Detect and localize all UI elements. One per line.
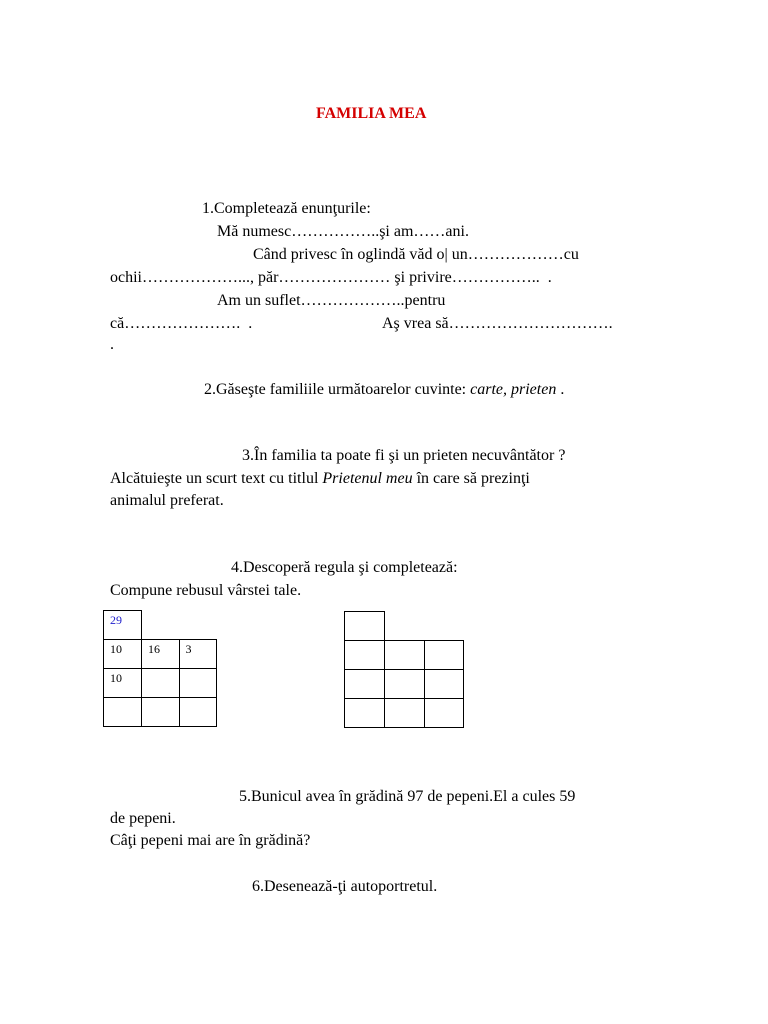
q1-line-2: Când privesc în oglindă văd o| un………………cu <box>253 246 579 263</box>
q4-line-1: 4.Descoperă regula şi completează: <box>231 559 458 576</box>
q6-line-1: 6.Desenează-ţi autoportretul. <box>252 878 438 895</box>
q3-line-2 <box>110 469 530 489</box>
q1-line-5b: Aş vrea să…………………………. <box>382 315 613 332</box>
grid-cell: 16 <box>142 640 180 669</box>
q1-line-1: Mă numesc……………..şi am……ani. <box>217 223 469 240</box>
rebus-grid-example <box>103 610 217 727</box>
grid-cell <box>385 699 425 728</box>
q1-line-4: Am un suflet………………..pentru <box>217 292 446 309</box>
q2-text <box>204 380 564 400</box>
grid-cell <box>142 698 180 727</box>
q3-line-1: 3.În familia ta poate fi şi un prieten necuvântător ? <box>242 447 566 464</box>
q5-line-2: de pepeni. <box>110 810 176 827</box>
grid-cell: 10 <box>104 669 142 698</box>
grid-cell <box>345 612 385 641</box>
q1-line-5a: că…………………. . <box>110 315 253 332</box>
grid-cell <box>345 699 385 728</box>
grid-cell <box>385 670 425 699</box>
q1-line-3: ochii………………..., păr………………… şi privire…………….. . <box>110 269 552 286</box>
grid-cell <box>179 669 216 698</box>
grid-cell <box>424 641 463 670</box>
grid-cell <box>424 670 463 699</box>
q2-prefix: 2.Găseşte familiile următoarelor cuvinte: <box>204 381 471 398</box>
q3-line-2-prefix: Alcătuieşte un scurt text cu titlul <box>110 470 323 487</box>
q3-line-2-suffix: în care să prezinţi <box>412 470 530 487</box>
q5-line-3: Câţi pepeni mai are în grădină? <box>110 832 311 849</box>
q4-line-2: Compune rebusul vârstei tale. <box>110 582 302 599</box>
grid-cell-top: 29 <box>104 611 142 640</box>
q1-heading: 1.Completează enunţurile: <box>202 200 371 217</box>
grid-cell <box>385 641 425 670</box>
q1-line-6: . <box>110 336 114 353</box>
grid-cell <box>104 698 142 727</box>
grid-cell: 10 <box>104 640 142 669</box>
grid-cell: 3 <box>179 640 216 669</box>
grid-cell <box>345 670 385 699</box>
q2-words: carte, prieten <box>470 381 557 398</box>
rebus-grid-empty <box>344 611 464 728</box>
q2-suffix: . <box>556 381 565 398</box>
grid-cell <box>179 698 216 727</box>
grid-cell <box>142 669 180 698</box>
q3-line-2-title: Prietenul meu <box>322 470 413 487</box>
q3-line-3: animalul preferat. <box>110 492 224 509</box>
grid-cell <box>345 641 385 670</box>
grid-cell <box>424 699 463 728</box>
page-title: FAMILIA MEA <box>316 105 427 122</box>
q5-line-1: 5.Bunicul avea în grădină 97 de pepeni.El a cules 59 <box>239 788 576 805</box>
